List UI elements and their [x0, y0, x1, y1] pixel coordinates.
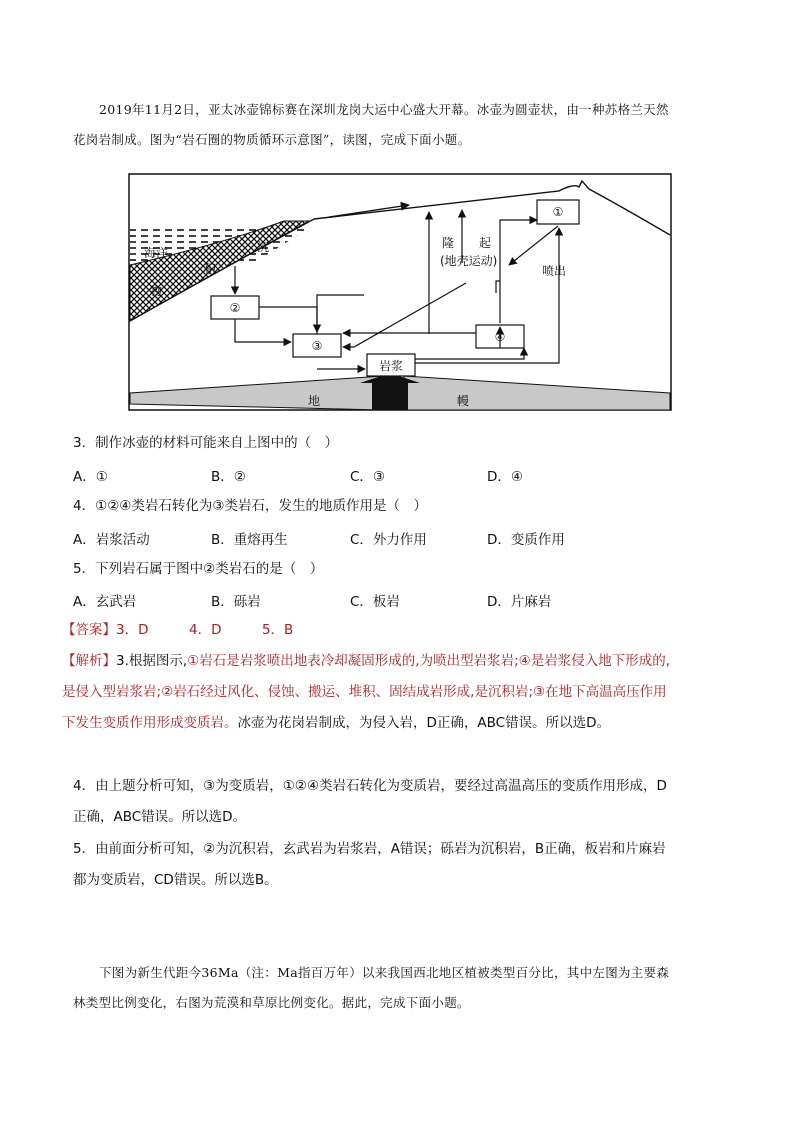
label-sed-3: 物 — [150, 284, 163, 298]
analysis-p1-rock4: ④是岩浆侵入地下形成的,是侵入型岩浆岩; — [62, 653, 671, 700]
q3-option-c[interactable]: C．③ — [350, 469, 386, 485]
analysis-paragraph-3: 5．由前面分析可知，②为沉积岩，玄武岩为岩浆岩，A错误；砾岩为沉积岩，B正确，板岩和片麻岩都为变质岩，CD错误。所以选B。 — [73, 841, 666, 888]
analysis-paragraph-1 — [62, 646, 674, 739]
q5-option-a[interactable]: A．玄武岩 — [73, 594, 137, 610]
label-ocean: 海洋 — [144, 246, 169, 260]
label-sed-1: 沉 — [257, 240, 270, 254]
q3-option-d[interactable]: D．④ — [487, 469, 523, 485]
analysis-p1-rock1: ①岩石是岩浆喷出地表冷却凝固形成的,为喷出型岩浆岩; — [187, 653, 519, 669]
label-uplift-2: 起 — [479, 236, 492, 250]
label-eruption: 喷出 — [542, 264, 567, 278]
label-mantle-1: 地 — [308, 394, 321, 408]
q5-option-c[interactable]: C．板岩 — [350, 594, 400, 610]
analysis-paragraph-2: 4．由上题分析可知，③为变质岩，①②④类岩石转化为变质岩，要经过高温高压的变质作用形成，D正确，ABC错误。所以选D。 — [73, 778, 667, 825]
label-uplift-1: 隆 — [442, 236, 455, 250]
analysis-p1-conclusion: 冰壶为花岗岩制成，为侵入岩，D正确，ABC错误。所以选D。 — [237, 715, 610, 731]
question-4: 4．①②④类岩石转化为③类岩石，发生的地质作用是（ ） — [73, 498, 427, 514]
analysis-p1-rock3: ③在地下高温高压作用下发生变质作用形成变质岩。 — [62, 684, 667, 731]
q3-option-a[interactable]: A．① — [73, 469, 108, 485]
q3-option-b[interactable]: B．② — [211, 469, 246, 485]
intro-paragraph-2: 下图为新生代距今36Ma（注：Ma指百万年）以来我国西北地区植被类型百分比，其中左图为主要森林类型比例变化，右图为荒漠和草原比例变化。据此，完成下面小题。 — [73, 965, 670, 1010]
land-surface — [314, 181, 670, 235]
magma-conduit — [372, 383, 408, 410]
q4-option-d[interactable]: D．变质作用 — [487, 532, 565, 548]
q4-option-a[interactable]: A．岩浆活动 — [73, 532, 150, 548]
answer-label: 【答案】 — [62, 622, 116, 638]
question-5: 5．下列岩石属于图中②类岩石的是（ ） — [73, 561, 324, 577]
intro-paragraph: 2019年11月2日，亚太冰壶锦标赛在深圳龙岗大运中心盛大开幕。冰壶为圆壶状，由一种苏格兰天然花岗岩制成。图为“岩石圈的物质循环示意图”，读图，完成下面小题。 — [73, 102, 669, 147]
analysis-p1-rock2: ②岩石经过风化、侵蚀、搬运、堆积、固结成岩形成,是沉积岩; — [161, 684, 534, 700]
label-box-2: ② — [229, 301, 241, 315]
question-3: 3．制作冰壶的材料可能来自上图中的（ ） — [73, 435, 339, 451]
answer-text: 3．D 4．D 5．B — [116, 622, 294, 638]
label-sed-2: 积 — [204, 262, 217, 276]
label-magma: 岩浆 — [378, 359, 404, 373]
q5-option-d[interactable]: D．片麻岩 — [487, 594, 552, 610]
q5-option-b[interactable]: B．砾岩 — [211, 594, 261, 610]
label-box-1: ① — [552, 205, 564, 219]
analysis-label: 【解析】 — [62, 653, 116, 669]
q4-option-c[interactable]: C．外力作用 — [350, 532, 427, 548]
label-box-3: ③ — [311, 339, 323, 353]
q4-option-b[interactable]: B．重熔再生 — [211, 532, 288, 548]
analysis-p1-intro: 3.根据图示, — [116, 653, 188, 669]
label-crust-motion: (地壳运动) — [440, 254, 498, 268]
answer-line — [62, 615, 662, 646]
label-mantle-2: 幔 — [457, 394, 470, 408]
label-box-4: ④ — [494, 330, 506, 344]
rock-cycle-diagram — [104, 173, 674, 411]
